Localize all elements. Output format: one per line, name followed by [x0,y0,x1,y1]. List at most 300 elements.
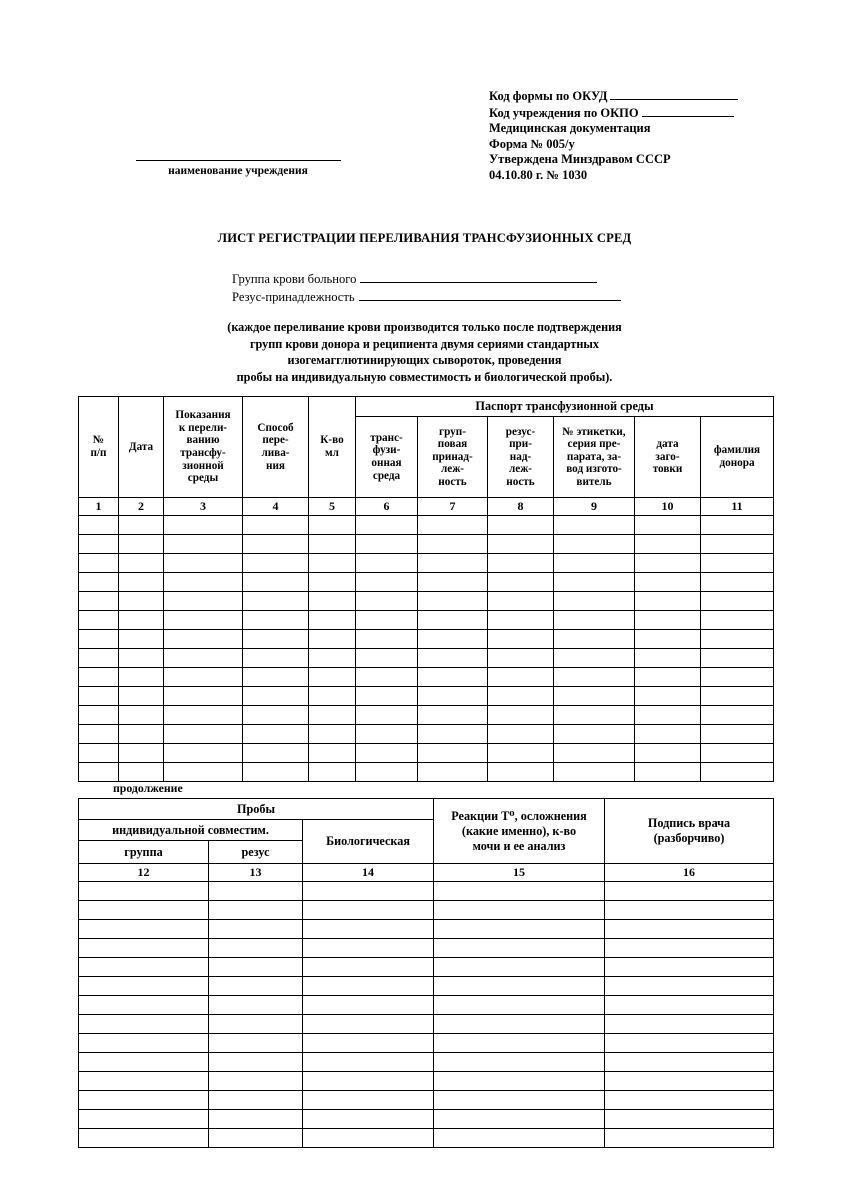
table-cell-empty[interactable] [434,901,605,920]
col-header-line: Показания [175,409,231,422]
table-cell-empty[interactable] [418,668,488,687]
table-cell-empty[interactable] [79,554,119,573]
table-cell-empty[interactable] [488,744,554,763]
table-cell-empty[interactable] [635,592,701,611]
table-row [79,939,774,958]
col-header-line: над- [509,450,532,463]
table-cell-empty[interactable] [701,725,774,744]
table-cell-empty[interactable] [303,901,434,920]
continuation-table [78,798,774,1148]
table-cell-empty[interactable] [209,920,303,939]
table-cell-empty[interactable] [243,592,309,611]
blood-group-input[interactable] [360,270,597,283]
col-header-line: фамилия [713,444,761,457]
table-cell-empty[interactable] [79,725,119,744]
table-cell-empty[interactable] [635,687,701,706]
table-cell-empty[interactable] [635,763,701,782]
table-row [79,1110,774,1129]
table-cell-empty[interactable] [243,744,309,763]
col-header-13: резус [209,841,303,864]
table-cell-empty[interactable] [209,1091,303,1110]
table-cell-empty[interactable] [434,1072,605,1091]
table-cell-empty[interactable] [209,996,303,1015]
table-row [79,630,774,649]
table-cell-empty[interactable] [356,611,418,630]
table-cell-empty[interactable] [356,535,418,554]
approval-date-label: 04.10.80 г. № 1030 [489,167,588,182]
table-cell-empty[interactable] [79,1072,209,1091]
table-cell-empty[interactable] [418,554,488,573]
table-cell-empty[interactable] [303,882,434,901]
approval-label: Утверждена Минздравом СССР [489,152,671,167]
table-cell-empty[interactable] [418,630,488,649]
table-cell-empty[interactable] [701,592,774,611]
table-cell-empty[interactable] [303,1034,434,1053]
institution-fill-rule[interactable] [136,160,341,161]
table-cell-empty[interactable] [488,592,554,611]
col-header-line: донора [719,457,755,469]
table-row [79,1053,774,1072]
header-code-label: Код формы по ОКУД [489,89,608,103]
table-cell-empty[interactable] [303,1053,434,1072]
col-header-line: транс- [370,431,403,444]
table-cell-empty[interactable] [434,996,605,1015]
table-cell-empty[interactable] [309,649,356,668]
cont-group-row [79,799,774,820]
col-number-cell: 15 [434,864,605,882]
table-cell-empty[interactable] [79,516,119,535]
table-cell-empty[interactable] [418,687,488,706]
col-number-cell: 5 [309,498,356,516]
form-number-label: Форма № 005/у [489,136,575,151]
table-cell-empty[interactable] [356,763,418,782]
table-cell-empty[interactable] [605,996,774,1015]
table-cell-empty[interactable] [605,977,774,996]
table-cell-empty[interactable] [635,649,701,668]
table-cell-empty[interactable] [164,630,243,649]
table-cell-empty[interactable] [79,630,119,649]
table-cell-empty[interactable] [79,1110,209,1129]
table-cell-empty[interactable] [119,516,164,535]
table-cell-empty[interactable] [605,1034,774,1053]
table-cell-empty[interactable] [79,706,119,725]
table-cell-empty[interactable] [488,687,554,706]
table-cell-empty[interactable] [243,763,309,782]
table-row [79,763,774,782]
table-cell-empty[interactable] [309,668,356,687]
table-cell-empty[interactable] [356,744,418,763]
table-cell-empty[interactable] [79,687,119,706]
table-cell-empty[interactable] [303,1072,434,1091]
table-cell-empty[interactable] [309,592,356,611]
table-cell-empty[interactable] [79,744,119,763]
table-cell-empty[interactable] [79,939,209,958]
table-cell-empty[interactable] [164,535,243,554]
table-cell-empty[interactable] [243,725,309,744]
table-cell-empty[interactable] [164,725,243,744]
table-cell-empty[interactable] [119,592,164,611]
col-number-cell: 14 [303,864,434,882]
col-header-line: ность [438,475,467,488]
table-cell-empty[interactable] [309,516,356,535]
table-cell-empty[interactable] [164,516,243,535]
col-header-4 [243,397,309,498]
table-cell-empty[interactable] [605,1072,774,1091]
table-cell-empty[interactable] [701,611,774,630]
table-cell-empty[interactable] [164,554,243,573]
table-cell-empty[interactable] [356,687,418,706]
table-cell-empty[interactable] [309,554,356,573]
rh-factor-input[interactable] [359,288,621,301]
table-cell-empty[interactable] [209,1053,303,1072]
table-cell-empty[interactable] [119,649,164,668]
table-cell-empty[interactable] [418,592,488,611]
table-cell-empty[interactable] [119,706,164,725]
note-line: пробы на индивидуальную совместимость и биологической пробы). [236,369,613,384]
table-cell-empty[interactable] [303,1015,434,1034]
transfusion-registration-table [78,396,774,782]
table-cell-empty[interactable] [434,882,605,901]
table-cell-empty[interactable] [243,649,309,668]
table-cell-empty[interactable] [605,958,774,977]
table-cell-empty[interactable] [605,882,774,901]
table-cell-empty[interactable] [209,939,303,958]
table-cell-empty[interactable] [356,630,418,649]
table-row [79,554,774,573]
col-header-line: ность [506,475,535,488]
table-cell-empty[interactable] [554,687,635,706]
table-cell-empty[interactable] [635,611,701,630]
col-header-line: резус- [505,425,536,438]
table-cell-empty[interactable] [79,573,119,592]
page-title: ЛИСТ РЕГИСТРАЦИИ ПЕРЕЛИВАНИЯ ТРАНСФУЗИОННЫХ СРЕД [217,231,632,245]
table-cell-empty[interactable] [119,668,164,687]
table-cell-empty[interactable] [119,630,164,649]
table-cell-empty[interactable] [209,1110,303,1129]
table-row [79,1034,774,1053]
table-cell-empty[interactable] [554,554,635,573]
table-cell-empty[interactable] [434,977,605,996]
table-cell-empty[interactable] [119,573,164,592]
table-cell-empty[interactable] [356,592,418,611]
table-cell-empty[interactable] [418,535,488,554]
table-cell-empty[interactable] [309,611,356,630]
group-header-passport: Паспорт трансфузионной среды [356,397,774,417]
table-cell-empty[interactable] [356,554,418,573]
table-cell-empty[interactable] [488,725,554,744]
table-cell-empty[interactable] [701,516,774,535]
table-cell-empty[interactable] [164,687,243,706]
table-cell-empty[interactable] [418,573,488,592]
table-cell-empty[interactable] [79,1015,209,1034]
table-row [79,706,774,725]
table-cell-empty[interactable] [119,611,164,630]
table-cell-empty[interactable] [356,668,418,687]
table-cell-empty[interactable] [79,958,209,977]
table-cell-empty[interactable] [701,763,774,782]
table-cell-empty[interactable] [434,1110,605,1129]
table-cell-empty[interactable] [434,1034,605,1053]
table-cell-empty[interactable] [605,1015,774,1034]
table-cell-empty[interactable] [488,630,554,649]
table-row [79,611,774,630]
table-cell-empty[interactable] [309,687,356,706]
col-header-line: Реакции Т⁰, осложнения [451,808,587,823]
table-cell-empty[interactable] [635,725,701,744]
col-number-cell: 7 [418,498,488,516]
table-cell-empty[interactable] [635,573,701,592]
table-cell-empty[interactable] [488,611,554,630]
table-cell-empty[interactable] [243,516,309,535]
table-cell-empty[interactable] [309,763,356,782]
field-rh-factor-label: Резус-принадлежность [232,289,355,304]
header-code-row [489,137,738,153]
table-cell-empty[interactable] [488,763,554,782]
table-cell-empty[interactable] [554,725,635,744]
col-header-line: п/п [90,447,107,459]
table-cell-empty[interactable] [243,630,309,649]
table-cell-empty[interactable] [119,554,164,573]
table-cell-empty[interactable] [488,573,554,592]
table-cell-empty[interactable] [79,535,119,554]
table-cell-empty[interactable] [79,977,209,996]
table-cell-empty[interactable] [635,706,701,725]
table-cell-empty[interactable] [488,706,554,725]
table-cell-empty[interactable] [303,958,434,977]
table-cell-empty[interactable] [309,725,356,744]
table-cell-empty[interactable] [554,535,635,554]
col-header-line: Дата [128,440,154,453]
institution-caption: наименование учреждения [168,165,308,177]
table-cell-empty[interactable] [79,901,209,920]
table-cell-empty[interactable] [701,706,774,725]
table-cell-empty[interactable] [701,744,774,763]
table-cell-empty[interactable] [488,649,554,668]
col-header-11 [701,417,774,498]
table-cell-empty[interactable] [164,649,243,668]
continuation-label: продолжение [113,781,183,795]
table-cell-empty[interactable] [554,611,635,630]
table-cell-empty[interactable] [356,516,418,535]
continuation-table-body [79,882,774,1148]
table-cell-empty[interactable] [635,744,701,763]
col-header-line: лива- [261,447,290,459]
table-cell-empty[interactable] [209,977,303,996]
table-cell-empty[interactable] [243,668,309,687]
table-cell-empty[interactable] [434,1091,605,1110]
table-cell-empty[interactable] [309,630,356,649]
table-cell-empty[interactable] [79,1034,209,1053]
table-cell-empty[interactable] [209,1129,303,1148]
field-blood-group-label: Группа крови больного [232,272,357,286]
table-row [79,1015,774,1034]
table-cell-empty[interactable] [303,939,434,958]
table-cell-empty[interactable] [701,649,774,668]
table-row [79,958,774,977]
table-cell-empty[interactable] [635,630,701,649]
table-cell-empty[interactable] [434,920,605,939]
table-cell-empty[interactable] [79,1091,209,1110]
col-header-line: Биологическая [326,834,410,848]
table-cell-empty[interactable] [635,668,701,687]
group-header-individual-compat: индивидуальной совместим. [79,820,303,841]
table-cell-empty[interactable] [209,1034,303,1053]
table-cell-empty[interactable] [605,939,774,958]
table-cell-empty[interactable] [164,706,243,725]
table-cell-empty[interactable] [418,763,488,782]
table-cell-empty[interactable] [164,744,243,763]
table-cell-empty[interactable] [243,687,309,706]
col-header-line: заго- [655,450,680,463]
table-cell-empty[interactable] [701,573,774,592]
note-line: групп крови донора и реципиента двумя сериями стандартных [249,336,599,351]
table-cell-empty[interactable] [418,516,488,535]
table-cell-empty[interactable] [164,611,243,630]
table-cell-empty[interactable] [554,763,635,782]
table-cell-empty[interactable] [488,554,554,573]
table-cell-empty[interactable] [303,1110,434,1129]
table-cell-empty[interactable] [79,1129,209,1148]
table-cell-empty[interactable] [119,744,164,763]
table-cell-empty[interactable] [209,901,303,920]
table-cell-empty[interactable] [79,668,119,687]
table-cell-empty[interactable] [119,725,164,744]
table-cell-empty[interactable] [243,535,309,554]
header-code-row [489,121,738,137]
table-cell-empty[interactable] [309,706,356,725]
col-header-line: онная [371,457,402,469]
table-cell-empty[interactable] [79,996,209,1015]
table-cell-empty[interactable] [605,920,774,939]
table-cell-empty[interactable] [303,977,434,996]
table-row [79,744,774,763]
table-cell-empty[interactable] [164,573,243,592]
table-cell-empty[interactable] [418,611,488,630]
table-cell-empty[interactable] [701,554,774,573]
table-row [79,516,774,535]
okud-fill-rule[interactable] [610,88,738,100]
table-cell-empty[interactable] [554,592,635,611]
table-cell-empty[interactable] [605,1110,774,1129]
table-cell-empty[interactable] [488,516,554,535]
col-header-line: № [92,434,105,447]
table-cell-empty[interactable] [635,554,701,573]
table-cell-empty[interactable] [635,535,701,554]
table-cell-empty[interactable] [79,1053,209,1072]
table-cell-empty[interactable] [79,611,119,630]
table-row [79,977,774,996]
col-header-line: (разборчиво) [653,831,725,845]
table-cell-empty[interactable] [418,649,488,668]
table-cell-empty[interactable] [79,882,209,901]
table-cell-empty[interactable] [356,725,418,744]
table-cell-empty[interactable] [554,573,635,592]
table-cell-empty[interactable] [79,920,209,939]
table-cell-empty[interactable] [303,996,434,1015]
table-cell-empty[interactable] [119,763,164,782]
table-row [79,1072,774,1091]
table-cell-empty[interactable] [309,535,356,554]
table-cell-empty[interactable] [554,706,635,725]
table-cell-empty[interactable] [418,744,488,763]
table-cell-empty[interactable] [243,706,309,725]
table-row [79,901,774,920]
table-cell-empty[interactable] [488,535,554,554]
table-cell-empty[interactable] [554,516,635,535]
table-cell-empty[interactable] [434,1015,605,1034]
table-cell-empty[interactable] [605,1129,774,1148]
okpo-fill-rule[interactable] [642,105,734,117]
table-cell-empty[interactable] [554,744,635,763]
table-cell-empty[interactable] [605,1091,774,1110]
table-cell-empty[interactable] [605,1053,774,1072]
table-cell-empty[interactable] [243,554,309,573]
table-cell-empty[interactable] [434,1053,605,1072]
table-cell-empty[interactable] [635,516,701,535]
table-cell-empty[interactable] [303,1091,434,1110]
table-cell-empty[interactable] [303,1129,434,1148]
table-cell-empty[interactable] [356,706,418,725]
table-cell-empty[interactable] [164,592,243,611]
column-number-row [79,864,774,882]
table-cell-empty[interactable] [209,1015,303,1034]
table-cell-empty[interactable] [309,573,356,592]
table-cell-empty[interactable] [356,573,418,592]
table-cell-empty[interactable] [554,630,635,649]
col-header-16 [605,799,774,864]
table-cell-empty[interactable] [79,649,119,668]
table-cell-empty[interactable] [356,649,418,668]
table-cell-empty[interactable] [164,668,243,687]
table-cell-empty[interactable] [488,668,554,687]
table-cell-empty[interactable] [554,668,635,687]
table-cell-empty[interactable] [209,882,303,901]
table-cell-empty[interactable] [434,1129,605,1148]
table-cell-empty[interactable] [243,573,309,592]
table-cell-empty[interactable] [243,611,309,630]
table-row [79,725,774,744]
header-codes-block [489,88,738,184]
table-cell-empty[interactable] [79,763,119,782]
table-cell-empty[interactable] [701,535,774,554]
table-cell-empty[interactable] [418,725,488,744]
col-header-3 [164,397,243,498]
table-cell-empty[interactable] [79,592,119,611]
header-code-row [489,168,738,184]
table-cell-empty[interactable] [418,706,488,725]
col-header-line: груп- [439,425,466,438]
group-header-proby: Пробы [79,799,434,820]
col-header-7 [418,417,488,498]
col-number-cell: 10 [635,498,701,516]
table-cell-empty[interactable] [209,1072,303,1091]
table-cell-empty[interactable] [434,958,605,977]
table-cell-empty[interactable] [164,763,243,782]
table-cell-empty[interactable] [554,649,635,668]
table-cell-empty[interactable] [309,744,356,763]
table-cell-empty[interactable] [119,687,164,706]
table-cell-empty[interactable] [701,630,774,649]
table-cell-empty[interactable] [434,939,605,958]
col-number-cell: 9 [554,498,635,516]
table-cell-empty[interactable] [701,668,774,687]
table-cell-empty[interactable] [119,535,164,554]
table-cell-empty[interactable] [605,901,774,920]
table-cell-empty[interactable] [209,958,303,977]
table-cell-empty[interactable] [303,920,434,939]
header-code-label: Код учреждения по ОКПО [489,105,639,120]
table-cell-empty[interactable] [701,687,774,706]
